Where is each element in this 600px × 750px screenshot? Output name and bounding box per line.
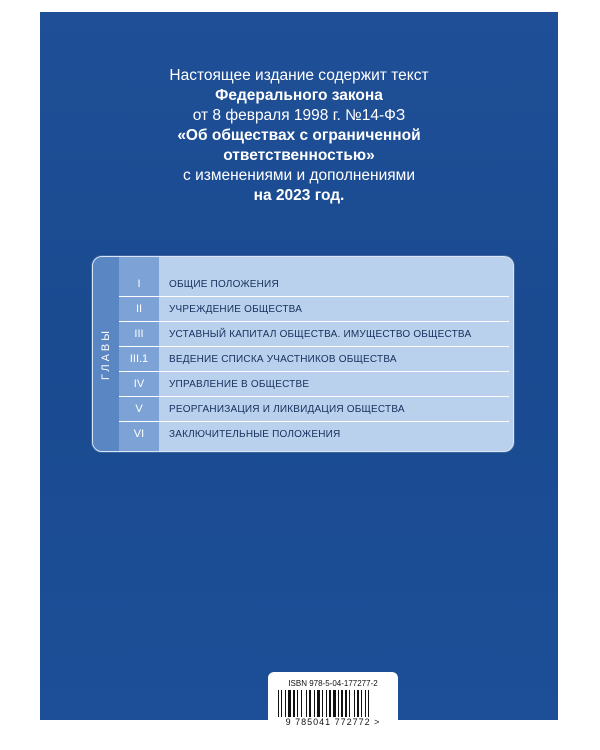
intro-line: от 8 февраля 1998 г. №14-ФЗ: [192, 107, 406, 124]
book-back-cover: [40, 12, 558, 727]
chapter-row: [119, 272, 509, 297]
chapter-title: УЧРЕЖДЕНИЕ ОБЩЕСТВА: [169, 304, 303, 315]
barcode-icon: [278, 690, 388, 717]
chapter-number: III.1: [129, 353, 149, 365]
barcode-digits: 9 785041 772772 >: [285, 717, 381, 727]
intro-line-law-title: «Об обществах с ограниченной: [177, 127, 421, 144]
chapter-title: ВЕДЕНИЕ СПИСКА УЧАСТНИКОВ ОБЩЕСТВА: [169, 354, 397, 365]
chapter-number: I: [137, 278, 141, 290]
chapter-row: [119, 372, 509, 397]
chapter-row: [119, 422, 509, 447]
barcode-label: [268, 672, 398, 732]
intro-line: Настоящее издание содержит текст: [169, 67, 429, 84]
chapter-number: II: [135, 303, 143, 315]
chapter-number: V: [135, 403, 143, 415]
chapter-title: УПРАВЛЕНИЕ В ОБЩЕСТВЕ: [169, 379, 310, 390]
intro-line-year: на 2023 год.: [253, 187, 345, 204]
chapter-row: [119, 322, 509, 347]
chapter-row: [119, 347, 509, 372]
chapter-title: ЗАКЛЮЧИТЕЛЬНЫЕ ПОЛОЖЕНИЯ: [169, 429, 341, 440]
intro-line-law-title: ответственностью»: [223, 147, 375, 164]
chapters-side-label: ГЛАВЫ: [100, 328, 112, 380]
chapters-side-strip: [93, 257, 119, 451]
chapter-title: УСТАВНЫЙ КАПИТАЛ ОБЩЕСТВА. ИМУЩЕСТВО ОБЩЕСТВА: [169, 329, 472, 340]
intro-line: с изменениями и дополнениями: [183, 167, 415, 184]
chapter-row: [119, 397, 509, 422]
isbn-text: ISBN 978-5-04-177277-2: [288, 679, 378, 688]
intro-line-law: Федерального закона: [215, 87, 383, 104]
chapter-number: III: [134, 328, 144, 340]
chapter-number: IV: [133, 378, 145, 390]
chapter-list: [119, 272, 509, 447]
chapter-number: VI: [133, 428, 145, 440]
chapters-panel: [92, 256, 514, 452]
intro-text: [40, 66, 558, 206]
chapter-title: ОБЩИЕ ПОЛОЖЕНИЯ: [169, 279, 279, 290]
chapter-row: [119, 297, 509, 322]
chapter-title: РЕОРГАНИЗАЦИЯ И ЛИКВИДАЦИЯ ОБЩЕСТВА: [169, 404, 405, 415]
